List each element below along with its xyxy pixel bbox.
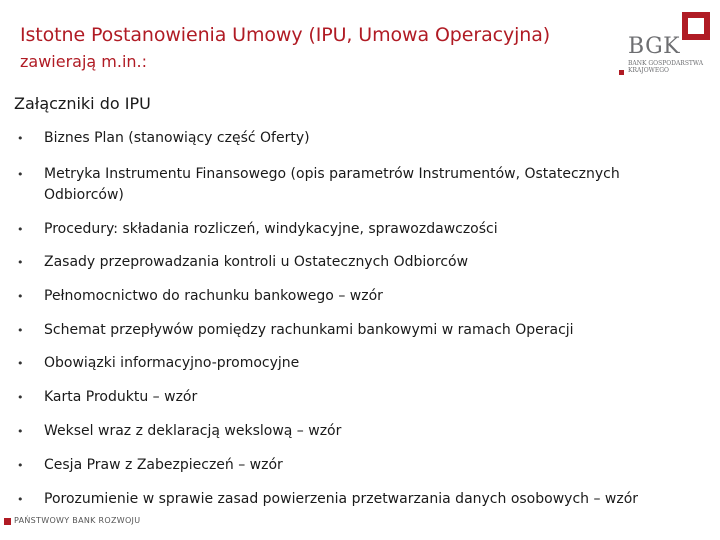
bullet-icon: •	[17, 425, 24, 438]
slide-title: Istotne Postanowienia Umowy (IPU, Umowa Operacyjna)	[20, 24, 551, 46]
list-item-text: Obowiązki informacyjno-promocyjne	[44, 355, 300, 371]
bullet-icon: •	[17, 357, 24, 370]
bullet-icon: •	[17, 256, 24, 269]
list-item-text: Procedury: składania rozliczeń, windykacyjne, sprawozdawczości	[44, 221, 498, 237]
bullet-icon: •	[17, 223, 24, 236]
slide-subtitle: zawierają m.in.:	[20, 52, 148, 71]
bullet-icon: •	[17, 391, 24, 404]
list-item-text: Porozumienie w sprawie zasad powierzenia przetwarzania danych osobowych – wzór	[44, 491, 639, 507]
logo-subtext: BANK GOSPODARSTWA KRAJOWEGO	[628, 60, 704, 74]
bullet-icon: •	[17, 290, 24, 303]
logo-dot-icon	[619, 70, 624, 75]
list-item-text: Cesja Praw z Zabezpieczeń – wzór	[44, 457, 283, 473]
logo-brand: BGK	[628, 34, 681, 59]
bullet-icon: •	[17, 493, 24, 506]
list-item-text: Metryka Instrumentu Finansowego (opis parametrów Instrumentów, Ostatecznych Odbiorców)	[44, 166, 620, 203]
footer-text: PAŃSTWOWY BANK ROZWOJU	[14, 516, 141, 525]
section-heading: Załączniki do IPU	[14, 94, 151, 113]
bullet-icon: •	[17, 168, 24, 181]
bullet-icon: •	[17, 132, 24, 145]
list-item-text: Schemat przepływów pomiędzy rachunkami bankowymi w ramach Operacji	[44, 322, 574, 338]
list-item-text: Weksel wraz z deklaracją wekslową – wzór	[44, 423, 342, 439]
logo-square-icon	[682, 12, 710, 40]
bullet-icon: •	[17, 324, 24, 337]
list-item-text: Pełnomocnictwo do rachunku bankowego – wzór	[44, 288, 383, 304]
list-item-text: Zasady przeprowadzania kontroli u Ostatecznych Odbiorców	[44, 254, 469, 270]
footer-square-icon	[4, 518, 11, 525]
bullet-icon: •	[17, 459, 24, 472]
list-item-text: Karta Produktu – wzór	[44, 389, 198, 405]
bgk-logo	[618, 12, 714, 82]
list-item-text: Biznes Plan (stanowiący część Oferty)	[44, 130, 310, 146]
